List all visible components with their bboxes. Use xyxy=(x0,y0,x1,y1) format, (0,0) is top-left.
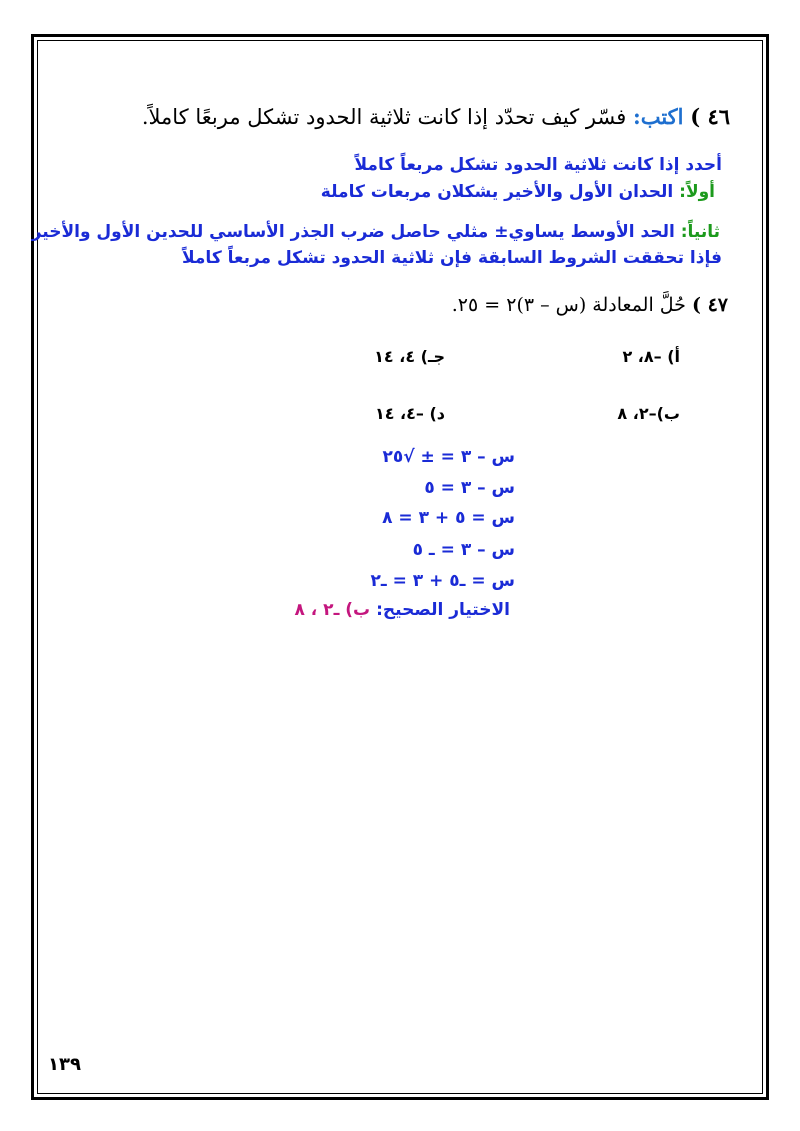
question-47 xyxy=(452,294,728,316)
solution-step-1: س – ٣ = ± √٢٥ xyxy=(382,447,515,467)
question-46-number: ٤٦ ) xyxy=(690,104,730,129)
answer-46-second-condition xyxy=(32,222,720,242)
second-condition-text: الحد الأوسط يساوي± مثلي حاصل ضرب الجذر الأساسي للحدين الأول والأخير xyxy=(31,222,675,242)
second-condition-label: ثانياً: xyxy=(680,222,720,242)
question-47-text: حُلَّ المعادلة (س – ٣)٢ = ٢٥. xyxy=(451,294,686,316)
solution-step-4: س – ٣ = ـ ٥ xyxy=(412,540,515,560)
solution-step-3: س = ٥ + ٣ = ٨ xyxy=(382,508,515,528)
page-number: ١٣٩ xyxy=(48,1054,81,1075)
answer-46-first-condition xyxy=(321,182,715,202)
choice-d: د) –٤، ١٤ xyxy=(374,404,445,423)
correct-answer xyxy=(294,600,510,620)
solution-step-5: س = ـ٥ + ٣ = ـ٢ xyxy=(370,571,515,591)
question-46-keyword: اكتب: xyxy=(632,104,684,129)
choice-a: أ) –٨، ٢ xyxy=(622,347,680,366)
question-46 xyxy=(142,104,730,129)
answer-46-conclusion: فإذا تحققت الشروط السابقة فإن ثلاثية الحدود تشكل مربعاً كاملاً xyxy=(182,248,722,268)
first-condition-label: أولاً: xyxy=(679,182,715,202)
solution-step-2: س – ٣ = ٥ xyxy=(424,478,515,498)
answer-46-intro: أحدد إذا كانت ثلاثية الحدود تشكل مربعاً كاملاً xyxy=(354,155,722,175)
correct-answer-label: الاختيار الصحيح: xyxy=(376,600,510,620)
question-47-number: ٤٧ ) xyxy=(691,294,728,316)
first-condition-text: الحدان الأول والأخير يشكلان مربعات كاملة xyxy=(320,182,674,202)
correct-answer-value: ب) ـ٢ ، ٨ xyxy=(294,600,371,620)
choice-b: ب)–٢، ٨ xyxy=(617,404,680,423)
choice-c: جـ) ٤، ١٤ xyxy=(374,347,445,366)
question-46-text: فسّر كيف تحدّد إذا كانت ثلاثية الحدود تشكل مربعًا كاملاً. xyxy=(141,105,627,129)
